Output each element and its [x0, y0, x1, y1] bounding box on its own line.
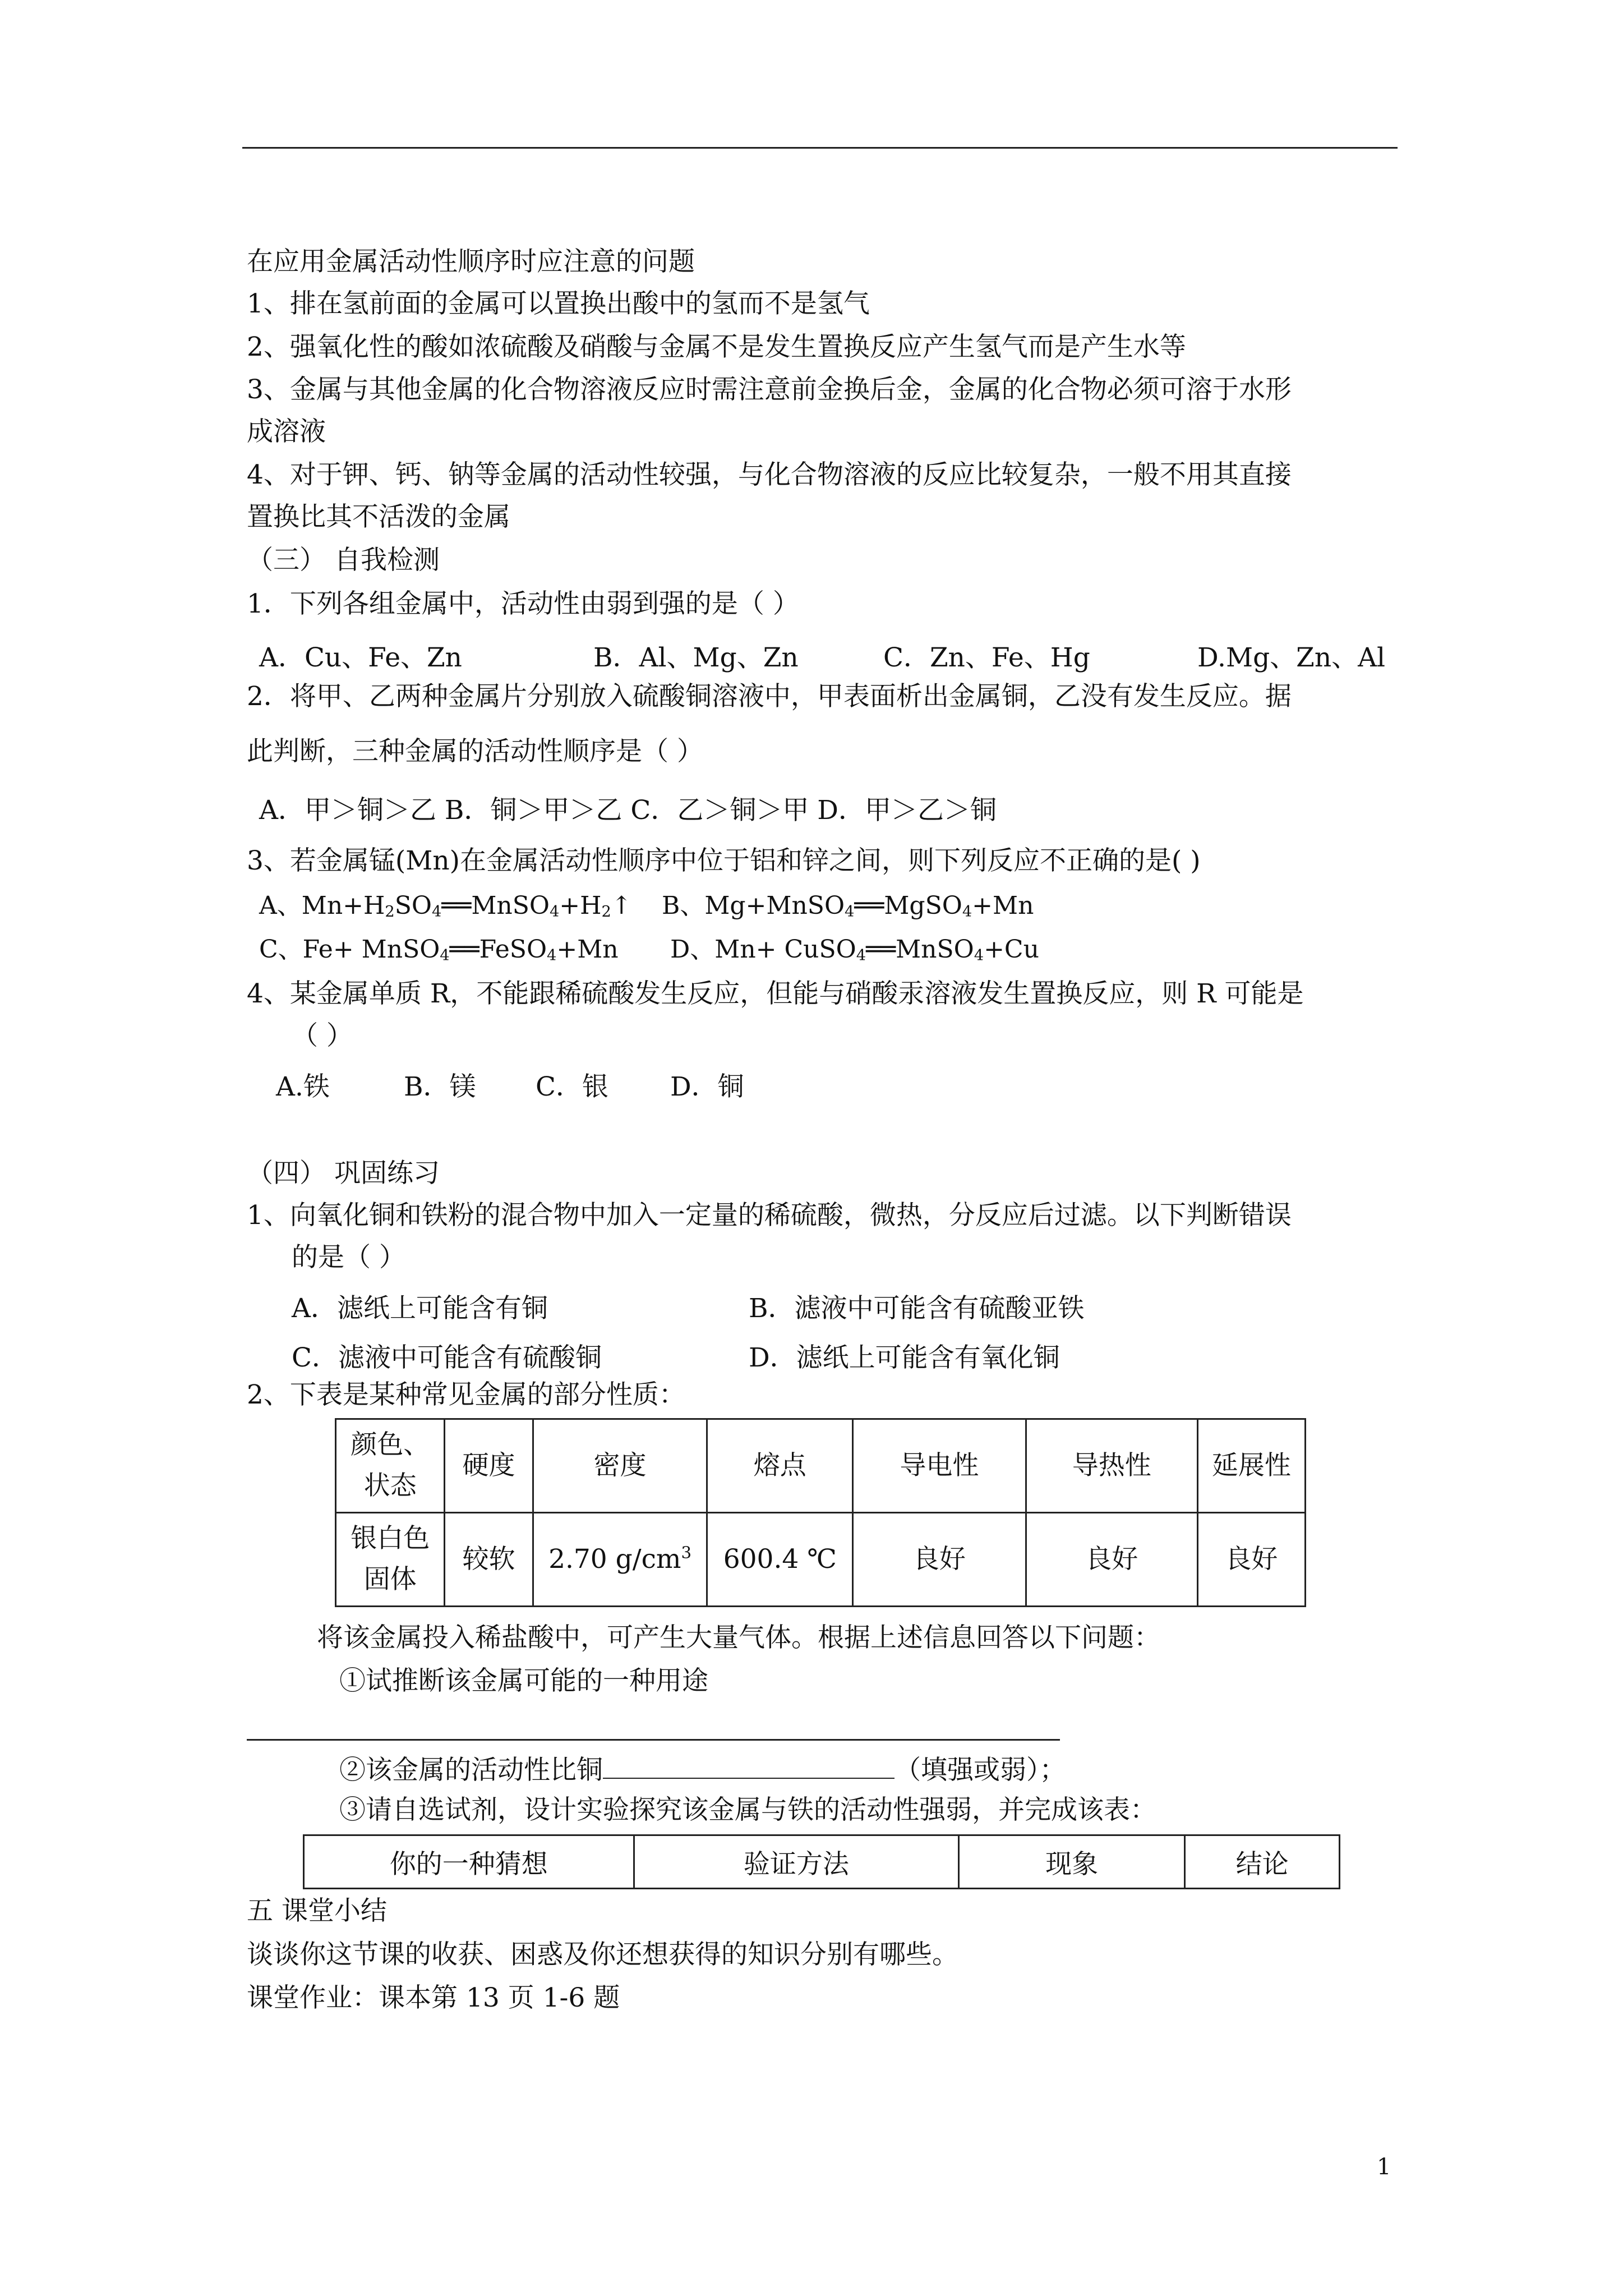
table-cell: 良好	[1026, 1513, 1197, 1607]
s3-q2-stem-1: 2．将甲、乙两种金属片分别放入硫酸铜溶液中，甲表面析出金属铜，乙没有发生反应。据	[247, 681, 1292, 712]
s4-q2-sub3: ③请自选试剂，设计实验探究该金属与铁的活动性强弱，并完成该表：	[339, 1795, 1156, 1825]
s4-q1-option-b: B．滤液中可能含有硫酸亚铁	[749, 1293, 1085, 1324]
section4-heading: （四） 巩固练习	[247, 1158, 440, 1189]
section5-text: 谈谈你这节课的收获、困惑及你还想获得的知识分别有哪些。	[247, 1939, 958, 1970]
table-cell: 良好	[1197, 1513, 1305, 1607]
homework: 课堂作业：课本第 13 页 1-6 题	[247, 1982, 620, 2013]
s3-q3-option-a: A、$Mn+H_2SO_4══MnSO_4+H_2↑$	[259, 891, 632, 921]
properties-value-row	[336, 1513, 1306, 1607]
s4-q2-sub2: ②该金属的活动性比铜 （填强或弱）；	[339, 1753, 1066, 1786]
s3-q4-option-d: D．铜	[670, 1071, 744, 1102]
section3-heading: （三） 自我检测	[247, 545, 440, 576]
note-item-3-cont: 成溶液	[247, 416, 326, 447]
guess-header-row	[304, 1835, 1340, 1889]
table-cell: 较软	[445, 1513, 533, 1607]
table-header-cell: 颜色、状态	[336, 1419, 445, 1513]
s4-q2-sub1: ①试推断该金属可能的一种用途	[339, 1665, 708, 1696]
s4-q2-intro: 将该金属投入稀盐酸中，可产生大量气体。根据上述信息回答以下问题：	[317, 1622, 1160, 1653]
s3-q4-stem-2: （ ）	[292, 1020, 353, 1051]
table-header-cell: 密度	[533, 1419, 707, 1513]
s4-q1-stem-2: 的是（ ）	[292, 1242, 405, 1273]
table-cell: 良好	[853, 1513, 1026, 1607]
table-cell: 600.4 ℃	[707, 1513, 853, 1607]
table-header-cell: 导电性	[853, 1419, 1026, 1513]
note-item-4: 4、对于钾、钙、钠等金属的活动性较强，与化合物溶液的反应比较复杂，一般不用其直接	[247, 459, 1292, 490]
table-header-cell: 熔点	[707, 1419, 853, 1513]
s4-q1-option-d: D．滤纸上可能含有氧化铜	[749, 1342, 1060, 1373]
table-header-cell: 现象	[959, 1835, 1185, 1889]
s3-q2-stem-2: 此判断，三种金属的活动性顺序是（ ）	[247, 736, 703, 767]
guess-table	[303, 1834, 1340, 1889]
table-cell: 银白色固体	[336, 1513, 445, 1607]
s3-q1-option-d: D.Mg、Zn、Al	[1197, 642, 1386, 673]
table-header-cell: 验证方法	[634, 1835, 959, 1889]
table-header-cell: 硬度	[445, 1419, 533, 1513]
header-rule	[242, 147, 1398, 149]
table-cell-density: 2.70 $g/cm^3$	[533, 1513, 707, 1607]
notes-title: 在应用金属活动性顺序时应注意的问题	[247, 246, 695, 277]
s3-q3-option-b: B、Mg+MnSO$_4$══MgSO$_4$+Mn	[662, 891, 1034, 921]
s3-q4-stem-1: 4、某金属单质 R，不能跟稀硫酸发生反应，但能与硝酸汞溶液发生置换反应，则 R 可能是	[247, 978, 1304, 1009]
s3-q1-option-a: A．Cu、Fe、Zn	[259, 642, 462, 673]
s3-q2-options: A．甲＞铜＞乙 B．铜＞甲＞乙 C．乙＞铜＞甲 D．甲＞乙＞铜	[259, 795, 997, 826]
s3-q1-option-c: C．Zn、Fe、Hg	[883, 642, 1090, 673]
properties-table	[335, 1418, 1306, 1607]
s3-q1-option-b: B．Al、Mg、Zn	[593, 642, 799, 673]
s3-q4-option-a: A.铁	[276, 1071, 330, 1102]
note-item-2: 2、强氧化性的酸如浓硫酸及硝酸与金属不是发生置换反应产生氢气而是产生水等	[247, 332, 1186, 362]
page-number: 1	[1377, 2154, 1391, 2180]
note-item-4-cont: 置换比其不活泼的金属	[247, 501, 510, 532]
answer-blank-2[interactable]	[603, 1753, 895, 1779]
properties-header-row	[336, 1419, 1306, 1513]
table-header-cell: 你的一种猜想	[304, 1835, 634, 1889]
note-item-1: 1、排在氢前面的金属可以置换出酸中的氢而不是氢气	[247, 288, 870, 319]
table-header-cell: 导热性	[1026, 1419, 1197, 1513]
s3-q3-stem: 3、若金属锰(Mn)在金属活动性顺序中位于铝和锌之间，则下列反应不正确的是( )	[247, 845, 1201, 876]
answer-line-1[interactable]	[247, 1739, 1060, 1741]
s4-q2-stem: 2、下表是某种常见金属的部分性质：	[247, 1379, 685, 1410]
s3-q3-option-c: C、Fe+ MnSO$_4$══FeSO$_4$+Mn	[259, 935, 619, 964]
s4-q1-stem-1: 1、向氧化铜和铁粉的混合物中加入一定量的稀硫酸，微热，分反应后过滤。以下判断错误	[247, 1200, 1292, 1231]
note-item-3: 3、金属与其他金属的化合物溶液反应时需注意前金换后金，金属的化合物必须可溶于水形	[247, 374, 1292, 405]
s3-q1-stem: 1．下列各组金属中，活动性由弱到强的是（ ）	[247, 588, 799, 619]
s4-q1-option-c: C．滤液中可能含有硫酸铜	[292, 1342, 602, 1373]
s3-q3-option-d: D、Mn+ CuSO$_4$══MnSO$_4$+Cu	[670, 935, 1039, 964]
section5-heading: 五 课堂小结	[247, 1895, 387, 1926]
table-header-cell: 延展性	[1197, 1419, 1305, 1513]
s4-q1-option-a: A．滤纸上可能含有铜	[292, 1293, 548, 1324]
s3-q4-option-c: C．银	[536, 1071, 608, 1102]
s3-q4-option-b: B．镁	[404, 1071, 476, 1102]
table-header-cell: 结论	[1185, 1835, 1340, 1889]
